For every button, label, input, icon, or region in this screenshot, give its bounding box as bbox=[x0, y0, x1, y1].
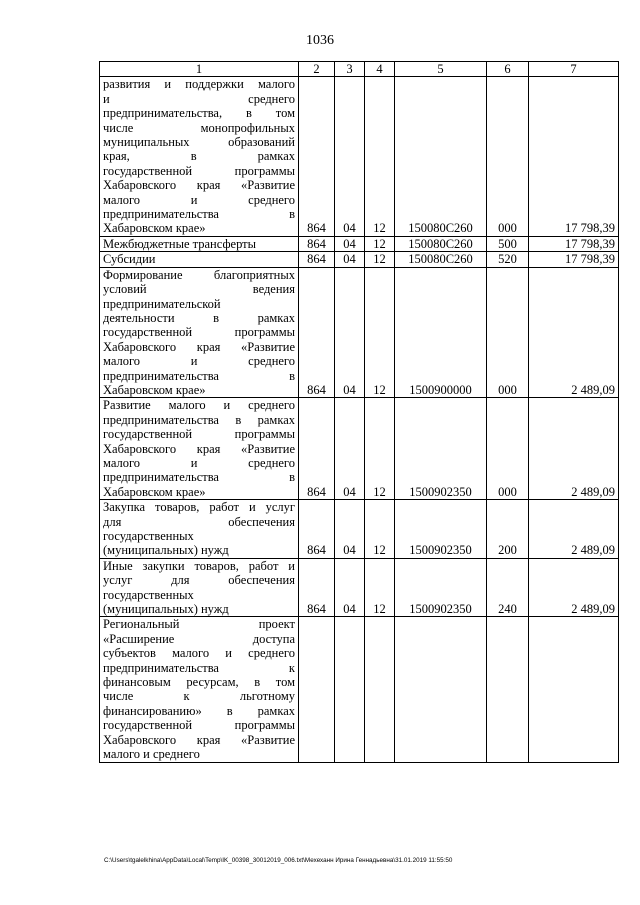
row-expense-type: 000 bbox=[487, 267, 529, 398]
table-row bbox=[100, 500, 619, 559]
description-line: Хабаровского края «Развитие bbox=[103, 178, 295, 193]
file-path-footer: C:\Users\tgalelkhina\AppData\Local\Temp\IK_00398_30012019_006.txt\Мехеханн Ирина Геннадьевна\31.01.2019 11:55:50 bbox=[104, 857, 453, 864]
row-amount bbox=[529, 617, 619, 762]
row-section-code: 04 bbox=[335, 252, 365, 267]
description-line: «Расширение доступа bbox=[103, 631, 295, 646]
description-line: предпринимательства в рамках bbox=[103, 412, 295, 427]
row-target-code: 1500900000 bbox=[395, 267, 487, 398]
description-line: Иные закупки товаров, работ и bbox=[103, 558, 295, 573]
row-target-code: 1500902350 bbox=[395, 558, 487, 617]
description-line: Хабаровском крае» bbox=[103, 382, 206, 397]
row-amount: 2 489,09 bbox=[529, 500, 619, 559]
header-row bbox=[100, 62, 619, 77]
description-line: Субсидии bbox=[103, 252, 156, 267]
description-line: субъектов малого и среднего bbox=[103, 646, 295, 661]
row-target-code bbox=[395, 617, 487, 762]
row-description bbox=[100, 558, 299, 617]
row-section-code bbox=[335, 617, 365, 762]
description-line: предпринимательства в bbox=[103, 470, 295, 485]
row-subsection-code bbox=[365, 617, 395, 762]
row-amount: 2 489,09 bbox=[529, 398, 619, 500]
description-line: Хабаровского края «Развитие bbox=[103, 441, 295, 456]
description-line: Хабаровского края «Развитие bbox=[103, 732, 295, 747]
table-row bbox=[100, 617, 619, 762]
row-ministry-code: 864 bbox=[299, 236, 335, 251]
col-header-subsection: 4 bbox=[365, 62, 395, 77]
description-line: и среднего bbox=[103, 91, 295, 106]
description-line: Региональный проект bbox=[103, 617, 295, 632]
page-number: 1036 bbox=[306, 33, 334, 48]
row-expense-type: 520 bbox=[487, 252, 529, 267]
description-line: предпринимательской bbox=[103, 296, 221, 311]
description-line: малого и среднего bbox=[103, 354, 295, 369]
table-row bbox=[100, 558, 619, 617]
row-amount: 2 489,09 bbox=[529, 558, 619, 617]
description-line: Межбюджетные трансферты bbox=[103, 236, 257, 251]
description-line: услуг для обеспечения bbox=[103, 573, 295, 588]
col-header-section: 3 bbox=[335, 62, 365, 77]
table-row bbox=[100, 236, 619, 251]
row-subsection-code: 12 bbox=[365, 500, 395, 559]
description-line: предпринимательства в bbox=[103, 368, 295, 383]
description-line: Хабаровском крае» bbox=[103, 221, 206, 236]
row-expense-type: 500 bbox=[487, 236, 529, 251]
description-line: предпринимательства в bbox=[103, 207, 295, 222]
description-line: (муниципальных) нужд bbox=[103, 602, 229, 617]
row-expense-type: 240 bbox=[487, 558, 529, 617]
description-line: малого и среднего bbox=[103, 455, 295, 470]
description-line: муниципальных образований bbox=[103, 135, 295, 150]
row-subsection-code: 12 bbox=[365, 252, 395, 267]
row-subsection-code: 12 bbox=[365, 77, 395, 236]
row-description bbox=[100, 500, 299, 559]
description-line: деятельности в рамках bbox=[103, 310, 295, 325]
row-expense-type: 000 bbox=[487, 77, 529, 236]
row-target-code: 150080C260 bbox=[395, 77, 487, 236]
row-ministry-code: 864 bbox=[299, 267, 335, 398]
table-row bbox=[100, 267, 619, 398]
row-ministry-code: 864 bbox=[299, 398, 335, 500]
row-section-code: 04 bbox=[335, 500, 365, 559]
description-line: финансовым ресурсам, в том bbox=[103, 675, 295, 690]
description-line: государственной программы bbox=[103, 718, 295, 733]
row-description bbox=[100, 77, 299, 236]
row-subsection-code: 12 bbox=[365, 398, 395, 500]
row-section-code: 04 bbox=[335, 236, 365, 251]
description-line: малого и среднего bbox=[103, 747, 200, 762]
row-expense-type: 000 bbox=[487, 398, 529, 500]
row-description bbox=[100, 398, 299, 500]
row-target-code: 150080C260 bbox=[395, 252, 487, 267]
description-line: Хабаровском крае» bbox=[103, 484, 206, 499]
row-ministry-code: 864 bbox=[299, 558, 335, 617]
row-subsection-code: 12 bbox=[365, 267, 395, 398]
row-ministry-code bbox=[299, 617, 335, 762]
row-amount: 2 489,09 bbox=[529, 267, 619, 398]
description-line: числе монопрофильных bbox=[103, 120, 295, 135]
description-line: государственной программы bbox=[103, 163, 295, 178]
row-description bbox=[100, 267, 299, 398]
col-header-ministry: 2 bbox=[299, 62, 335, 77]
row-ministry-code: 864 bbox=[299, 77, 335, 236]
description-line: для обеспечения bbox=[103, 514, 295, 529]
description-line: государственных bbox=[103, 529, 194, 543]
description-line: финансированию» в рамках bbox=[103, 703, 295, 718]
description-line: малого и среднего bbox=[103, 192, 295, 207]
row-section-code: 04 bbox=[335, 267, 365, 398]
table-row bbox=[100, 398, 619, 500]
table-row bbox=[100, 77, 619, 236]
description-line: Хабаровского края «Развитие bbox=[103, 339, 295, 354]
description-line: (муниципальных) нужд bbox=[103, 543, 229, 558]
description-line: государственной программы bbox=[103, 427, 295, 442]
description-line: условий ведения bbox=[103, 282, 295, 297]
row-amount: 17 798,39 bbox=[529, 252, 619, 267]
row-section-code: 04 bbox=[335, 558, 365, 617]
row-description bbox=[100, 617, 299, 762]
description-line: государственной программы bbox=[103, 325, 295, 340]
col-header-description: 1 bbox=[100, 62, 299, 77]
row-subsection-code: 12 bbox=[365, 558, 395, 617]
description-line: государственных bbox=[103, 587, 194, 602]
row-expense-type bbox=[487, 617, 529, 762]
row-amount: 17 798,39 bbox=[529, 236, 619, 251]
description-line: Развитие малого и среднего bbox=[103, 398, 295, 413]
row-target-code: 1500902350 bbox=[395, 500, 487, 559]
description-line: края, в рамках bbox=[103, 149, 295, 164]
row-description bbox=[100, 252, 299, 267]
row-description bbox=[100, 236, 299, 251]
description-line: числе к льготному bbox=[103, 689, 295, 704]
row-section-code: 04 bbox=[335, 77, 365, 236]
col-header-target: 5 bbox=[395, 62, 487, 77]
row-section-code: 04 bbox=[335, 398, 365, 500]
row-target-code: 150080C260 bbox=[395, 236, 487, 251]
description-line: Формирование благоприятных bbox=[103, 267, 295, 282]
description-line: развития и поддержки малого bbox=[103, 77, 295, 92]
table-row bbox=[100, 252, 619, 267]
description-line: предпринимательства к bbox=[103, 660, 295, 675]
row-target-code: 1500902350 bbox=[395, 398, 487, 500]
description-line: Закупка товаров, работ и услуг bbox=[103, 500, 295, 515]
row-ministry-code: 864 bbox=[299, 252, 335, 267]
description-line: предпринимательства, в том bbox=[103, 106, 295, 121]
row-ministry-code: 864 bbox=[299, 500, 335, 559]
row-amount: 17 798,39 bbox=[529, 77, 619, 236]
col-header-type: 6 bbox=[487, 62, 529, 77]
budget-table bbox=[99, 61, 619, 763]
col-header-amount: 7 bbox=[529, 62, 619, 77]
row-subsection-code: 12 bbox=[365, 236, 395, 251]
row-expense-type: 200 bbox=[487, 500, 529, 559]
